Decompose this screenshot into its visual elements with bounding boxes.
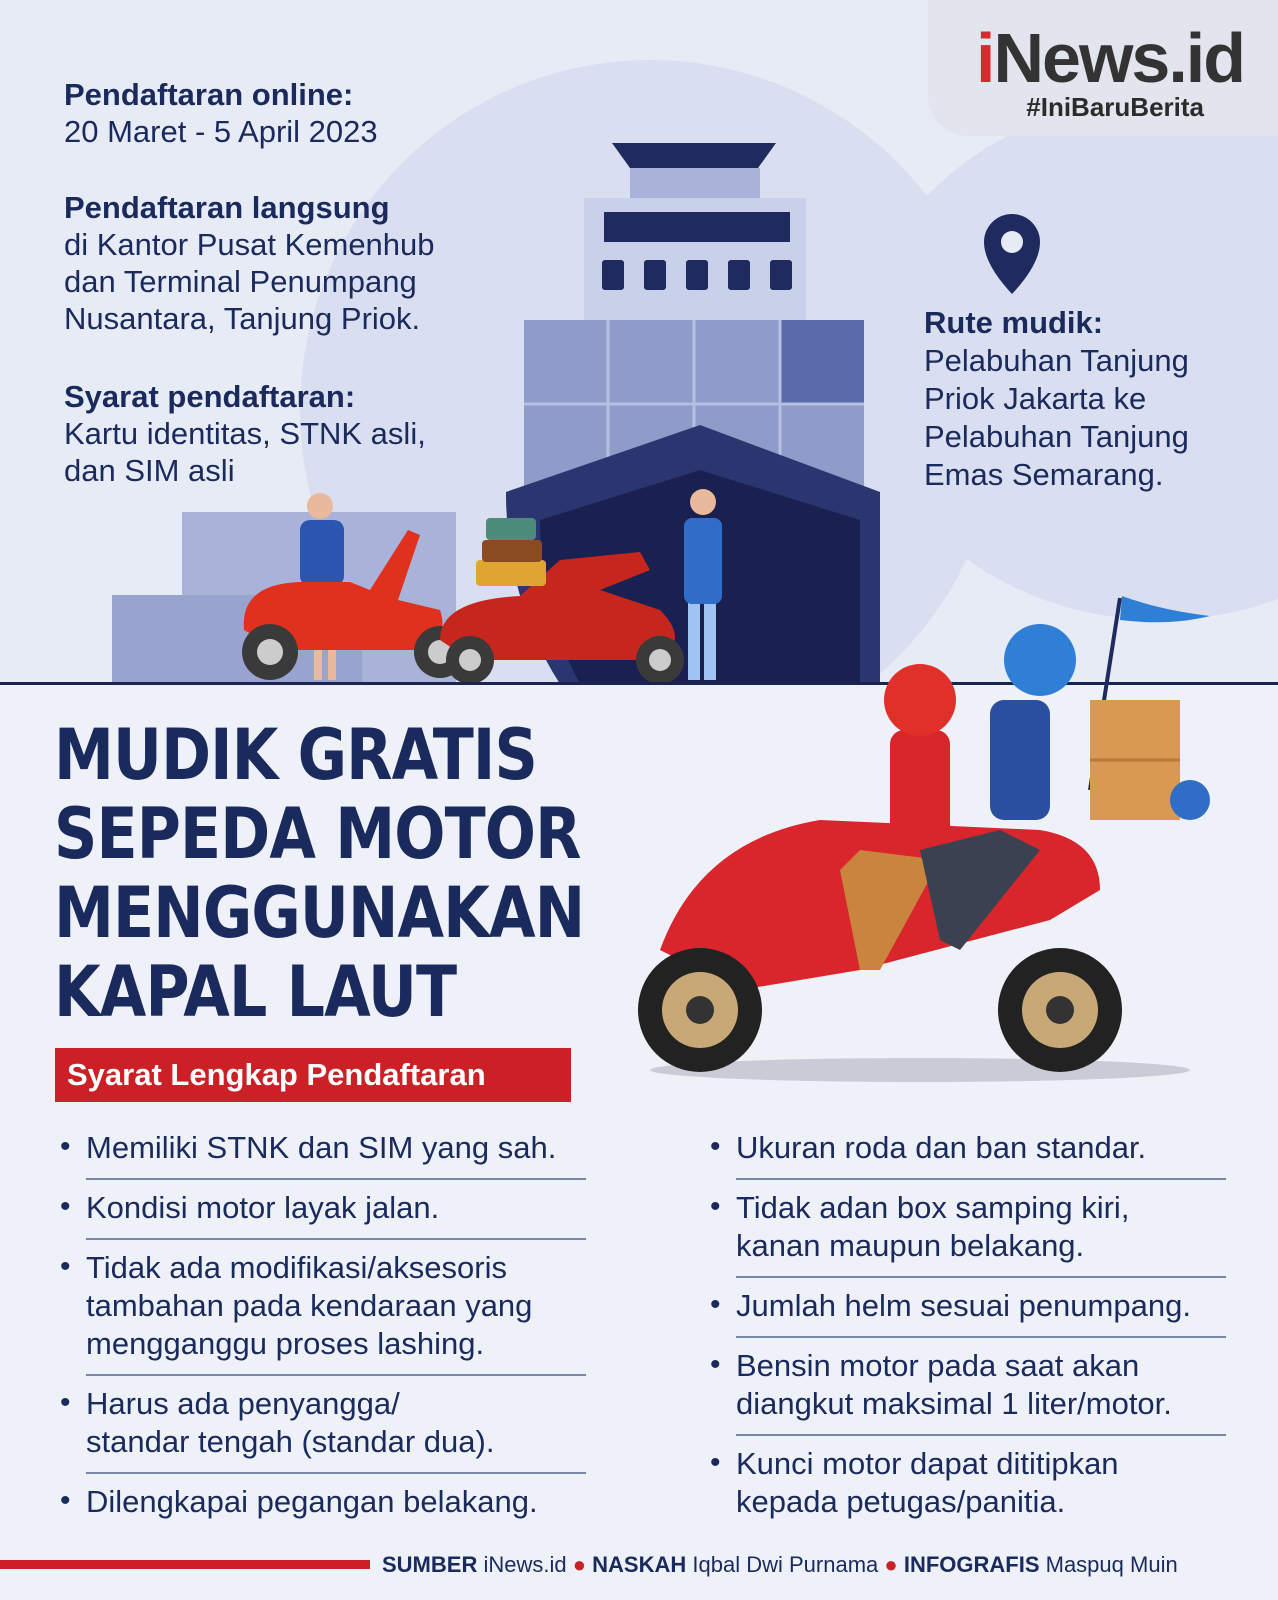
- woman-figure: [300, 520, 344, 586]
- online-label: Pendaftaran online:: [64, 77, 354, 112]
- script-label: NASKAH: [592, 1552, 687, 1577]
- list-item: [86, 1376, 586, 1474]
- online-value: 20 Maret - 5 April 2023: [64, 114, 378, 149]
- requirements-label: Syarat pendaftaran:: [64, 379, 356, 414]
- top-illustration-panel: [0, 0, 1278, 684]
- footer-credits: [0, 1552, 1278, 1588]
- list-item-text: • Tidak ada modifikasi/aksesoris: [86, 1250, 507, 1285]
- list-item: [86, 1474, 586, 1532]
- list-item: [86, 1180, 586, 1240]
- list-item-text: kepada petugas/panitia.: [736, 1484, 1066, 1519]
- route-label: Rute mudik:: [924, 305, 1104, 340]
- list-item: [86, 1120, 586, 1180]
- brand-box: [928, 0, 1278, 136]
- registration-requirements: Syarat pendaftaran: Kartu identitas, STNK asli, dan SIM asli: [64, 379, 426, 488]
- list-item: [736, 1120, 1226, 1180]
- script-value: Iqbal Dwi Purnama: [692, 1552, 879, 1577]
- list-item: [736, 1180, 1226, 1278]
- list-item-text: mengganggu proses lashing.: [86, 1326, 485, 1361]
- footer-accent-line: [0, 1560, 370, 1569]
- brand-tagline: #IniBaruBerita: [1026, 92, 1204, 122]
- list-item-text: • Bensin motor pada saat akan: [736, 1348, 1140, 1383]
- list-item: [736, 1278, 1226, 1338]
- list-item-text: standar tengah (standar dua).: [86, 1424, 495, 1459]
- direct-registration: Pendaftaran langsung di Kantor Pusat Kemenhub dan Terminal Penumpang Nusantara, Tanjung Priok.: [64, 190, 435, 336]
- separator-dot: ●: [572, 1552, 587, 1577]
- rider-front: [890, 730, 950, 840]
- list-item-text: • Dilengkapai pegangan belakang.: [86, 1484, 538, 1519]
- list-item: [86, 1240, 586, 1376]
- requirements-badge: Syarat Lengkap Pendaftaran: [55, 1048, 571, 1102]
- requirements-list-right: [706, 1120, 1226, 1532]
- list-item-text: tambahan pada kendaraan yang: [86, 1288, 533, 1323]
- ship-window-band: [604, 212, 790, 242]
- list-item-text: • Tidak adan box samping kiri,: [736, 1190, 1130, 1225]
- direct-label: Pendaftaran langsung: [64, 190, 390, 225]
- source-label: SUMBER: [382, 1552, 478, 1577]
- separator-dot: ●: [884, 1552, 898, 1577]
- online-registration: [64, 76, 378, 150]
- graphic-value: Maspuq Muin: [1045, 1552, 1178, 1577]
- motorbike-riders-illustration: [620, 590, 1240, 1110]
- location-pin-icon: [984, 214, 1040, 294]
- ship-bridge: [630, 168, 760, 198]
- requirements-list-left: [56, 1120, 586, 1532]
- route-info: Rute mudik: Pelabuhan Tanjung Priok Jakarta ke Pelabuhan Tanjung Emas Semarang.: [924, 305, 1189, 492]
- list-item: [736, 1436, 1226, 1532]
- list-item-text: • Kondisi motor layak jalan.: [86, 1190, 440, 1225]
- list-item-text: • Ukuran roda dan ban standar.: [736, 1130, 1147, 1165]
- rider-back: [990, 700, 1050, 820]
- list-item-text: • Harus ada penyangga/: [86, 1386, 400, 1421]
- flag: [1120, 596, 1210, 622]
- list-item-text: • Jumlah helm sesuai penumpang.: [736, 1288, 1191, 1323]
- list-item-text: • Memiliki STNK dan SIM yang sah.: [86, 1130, 557, 1165]
- list-item-text: • Kunci motor dapat dititipkan: [736, 1446, 1119, 1481]
- list-item-text: kanan maupun belakang.: [736, 1228, 1085, 1263]
- list-item: [736, 1338, 1226, 1436]
- list-item-text: diangkut maksimal 1 liter/motor.: [736, 1386, 1172, 1421]
- graphic-label: INFOGRAFIS: [903, 1552, 1040, 1577]
- source-value: iNews.id: [483, 1552, 567, 1577]
- inews-logo: iNews.id: [976, 19, 1244, 97]
- luggage: [476, 560, 546, 586]
- main-title: MUDIK GRATIS SEPEDA MOTOR MENGGUNAKAN KAPAL LAUT: [54, 714, 585, 1033]
- ship-roof: [612, 143, 776, 168]
